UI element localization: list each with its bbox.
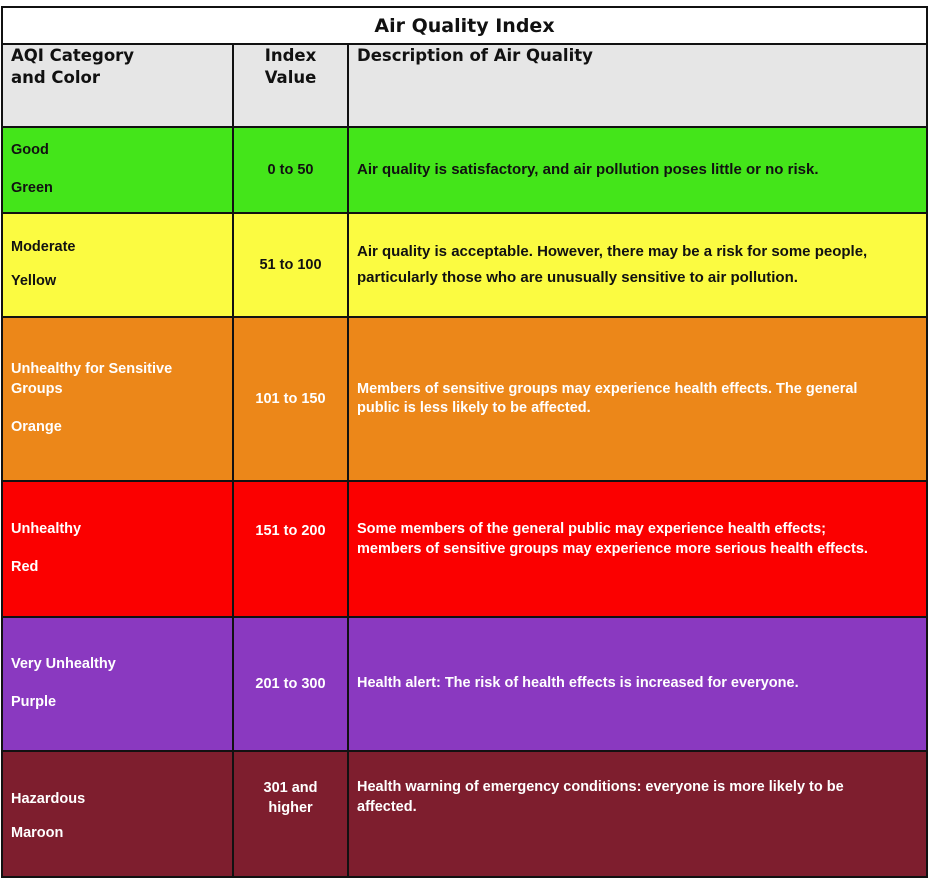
header-category [2, 44, 233, 127]
category-cell [2, 481, 233, 616]
category-color: Green [11, 180, 53, 197]
description-cell [348, 617, 927, 751]
category-name: Good [11, 141, 49, 158]
description-cell [348, 127, 927, 213]
description-cell [348, 213, 927, 317]
category-name: Moderate [11, 239, 76, 256]
index-value: higher [268, 799, 313, 816]
header-index-line-2: Value [264, 68, 317, 88]
index-value: 0 to 50 [267, 161, 314, 178]
title-row [2, 7, 927, 44]
category-name: Unhealthy [11, 520, 82, 537]
index-cell [233, 127, 348, 213]
description-line: Health warning of emergency conditions: everyone is more likely to be [357, 779, 844, 796]
category-cell [2, 317, 233, 481]
category-name: Hazardous [11, 791, 86, 808]
description-line: Some members of the general public may experience health effects; [357, 521, 826, 538]
category-color: Orange [11, 419, 62, 436]
description-cell [348, 317, 927, 481]
table-title: Air Quality Index [2, 7, 927, 44]
table-row-very-unhealthy [2, 617, 927, 751]
category-color: Maroon [11, 824, 64, 841]
header-category-line-1: AQI Category [11, 46, 135, 66]
index-cell [233, 213, 348, 317]
table-row-unhealthy [2, 481, 927, 616]
category-name: Unhealthy for Sensitive [11, 361, 173, 378]
table-row-moderate [2, 213, 927, 317]
index-value: 201 to 300 [255, 675, 326, 692]
category-cell [2, 127, 233, 213]
category-cell [2, 617, 233, 751]
description-line: public is less likely to be affected. [357, 400, 591, 417]
header-row [2, 44, 927, 127]
header-index-line-1: Index [264, 46, 317, 66]
table-row-unhealthy-sensitive [2, 317, 927, 481]
category-color: Red [11, 559, 39, 576]
index-cell [233, 617, 348, 751]
index-value: 301 and [263, 779, 318, 796]
description-line: Air quality is acceptable. However, there may be a risk for some people, [357, 242, 868, 260]
description-cell [348, 751, 927, 877]
category-cell [2, 213, 233, 317]
header-index [233, 44, 348, 127]
index-value: 151 to 200 [255, 522, 326, 539]
description-line: Members of sensitive groups may experience health effects. The general [357, 380, 858, 397]
description-line: particularly those who are unusually sensitive to air pollution. [357, 268, 798, 286]
description-line: Air quality is satisfactory, and air pollution poses little or no risk. [357, 160, 819, 178]
index-cell [233, 317, 348, 481]
category-name: Very Unhealthy [11, 655, 116, 672]
table-row-hazardous [2, 751, 927, 877]
index-value: 101 to 150 [255, 391, 326, 408]
category-cell [2, 751, 233, 877]
category-name: Groups [11, 380, 63, 397]
index-value: 51 to 100 [259, 256, 322, 273]
category-color: Purple [11, 694, 57, 711]
table-row-good [2, 127, 927, 213]
header-description [348, 44, 927, 127]
aqi-table [1, 6, 928, 878]
description-line: Health alert: The risk of health effects is increased for everyone. [357, 674, 799, 691]
category-color: Yellow [11, 272, 57, 289]
index-cell [233, 751, 348, 877]
description-line: members of sensitive groups may experience more serious health effects. [357, 540, 868, 557]
description-line: affected. [357, 798, 417, 815]
header-category-line-2: and Color [11, 68, 101, 88]
header-description-text: Description of Air Quality [357, 46, 593, 66]
description-cell [348, 481, 927, 616]
index-cell [233, 481, 348, 616]
